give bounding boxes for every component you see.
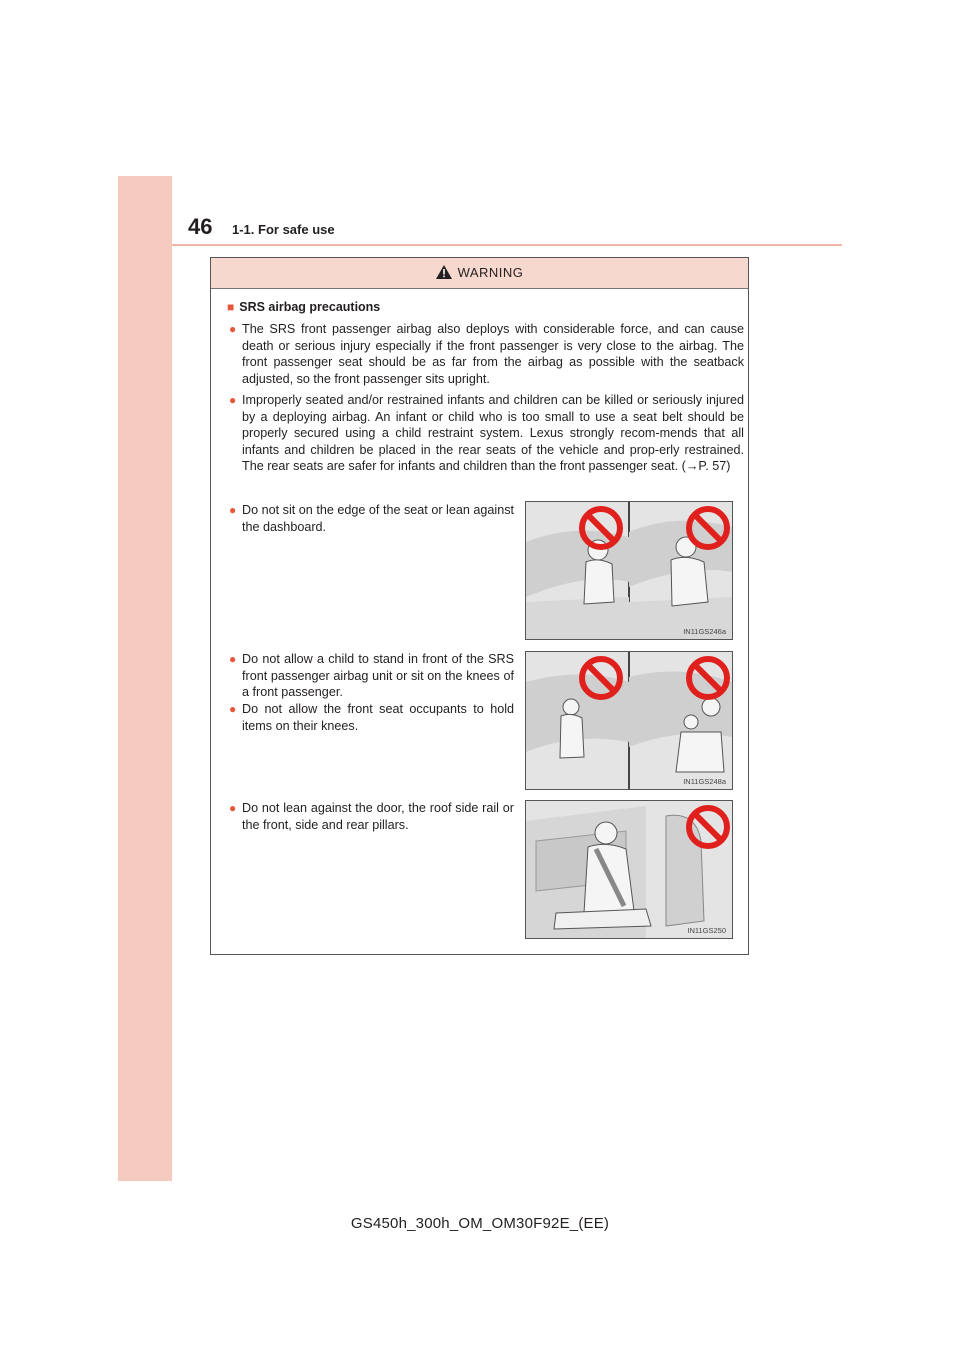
bullet-dot-icon: ● <box>229 652 237 666</box>
image-code: IN11GS248a <box>683 777 726 786</box>
bullet-text: Improperly seated and/or restrained infants and children can be killed or seriously injured by a deploying airbag. An infant or child who is too small to use a seat belt should be properly secured using a child restraint system. Lexus strongly recom-mends that all infants and children be placed in the rear seats of the vehicle and prop-erly restrained. The rear seats are safer for infants and children than the front passenger seat. (→P. 57) <box>242 393 744 473</box>
subheading-text: SRS airbag precautions <box>239 300 381 314</box>
warning-header <box>211 258 748 289</box>
section-title: 1-1. For safe use <box>232 222 335 237</box>
warning-triangle-icon <box>436 265 452 279</box>
bullet-dot-icon: ● <box>229 322 237 336</box>
bullet-text: Do not allow the front seat occupants to hold items on their knees. <box>242 702 514 733</box>
bullet-item <box>229 392 744 475</box>
bullet-item <box>229 701 514 734</box>
side-tab <box>118 176 172 1181</box>
bullet-item <box>229 321 744 387</box>
illustration-door-lean <box>525 800 733 939</box>
footer-code: GS450h_300h_OM_OM30F92E_(EE) <box>350 1215 610 1232</box>
bullet-dot-icon: ● <box>229 503 237 517</box>
bullet-text: Do not sit on the edge of the seat or lean against the dashboard. <box>242 503 514 534</box>
bullet-text: Do not allow a child to stand in front of the SRS front passenger airbag unit or sit on the knees of a front passenger. <box>242 652 514 699</box>
square-bullet-icon: ■ <box>227 300 235 314</box>
bullet-dot-icon: ● <box>229 393 237 407</box>
bullet-text: Do not lean against the door, the roof side rail or the front, side and rear pillars. <box>242 801 514 832</box>
illustration-child-standing <box>525 651 733 790</box>
bullet-dot-icon: ● <box>229 801 237 815</box>
bullet-item <box>229 502 514 535</box>
bullet-item <box>229 800 514 833</box>
warning-title: WARNING <box>457 265 524 280</box>
bullet-item <box>229 651 514 701</box>
image-code: IN11GS250 <box>687 926 726 935</box>
bullet-dot-icon: ● <box>229 702 237 716</box>
subheading <box>227 300 380 314</box>
warning-box <box>210 257 749 955</box>
illustration-dashboard-lean <box>525 501 733 640</box>
bullet-text: The SRS front passenger airbag also deploys with considerable force, and can cause death or serious injury especially if the front passenger is very close to the airbag. The front passenger seat should be as far from the airbag as possible with the seatback adjusted, so the front passenger sits upright. <box>242 322 744 386</box>
image-code: IN11GS246a <box>683 627 726 636</box>
header-divider <box>172 244 842 246</box>
page-number: 46 <box>188 214 213 239</box>
